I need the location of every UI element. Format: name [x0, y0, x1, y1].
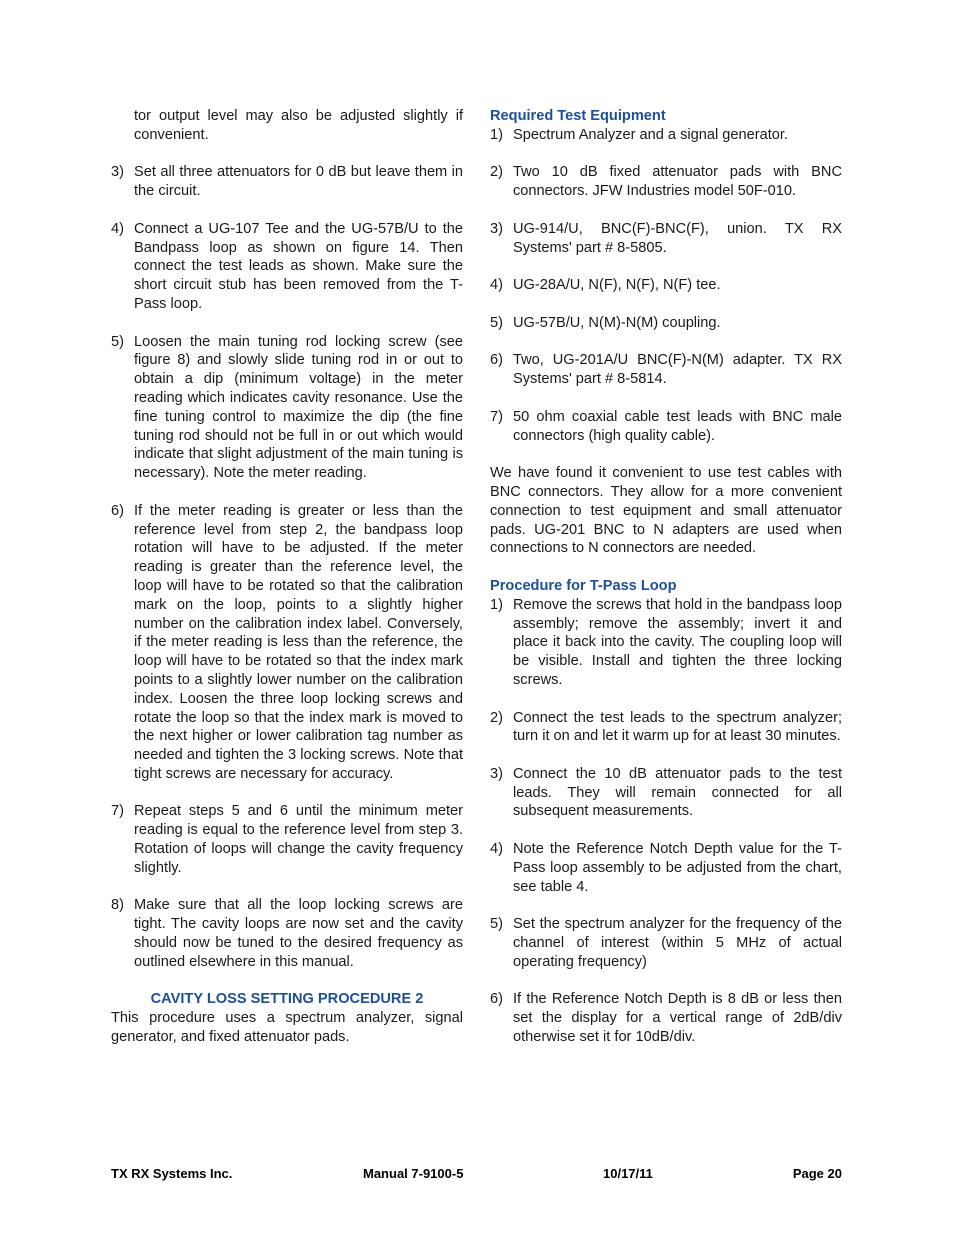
equipment-item — [490, 220, 842, 258]
step-5 — [111, 333, 463, 483]
item-text: UG-57B/U, N(M)-N(M) coupling. — [513, 314, 721, 331]
procedure-step — [490, 596, 842, 690]
footer-page-number: Page 20 — [792, 1166, 842, 1181]
step-text: Connect a UG-107 Tee and the UG-57B/U to the Bandpass loop as shown on figure 14. Then connect the test leads as shown. Make sure the short circuit stub has been removed from the T-Pass loop. — [134, 220, 463, 312]
right-column — [490, 107, 842, 1047]
step-number: 6) — [111, 502, 124, 519]
equipment-item — [490, 408, 842, 446]
step-text: If the meter reading is greater or less than the reference level from step 2, the bandpass loop rotation will have to be adjusted. If the meter reading is greater than the reference level, the loop will have to be rotated so that the calibration mark on the loop, points to a slightly higher number on the calibration index label. Conversely, if the meter reading is less than the reference, the loop will have to be rotated so that the index mark points to a slightly lower number on the calibration index. Loosen the three loop locking screws and rotate the loop so that the index mark is moved to the next higher or lower calibration tag number as needed and tighten the 3 locking screws. Note that tight screws are necessary for accuracy. — [134, 502, 463, 782]
footer-company: TX RX Systems Inc. — [111, 1166, 233, 1181]
step-text: Make sure that all the loop locking screws are tight. The cavity loops are now set and the cavity should now be tuned to the desired frequency as outlined elsewhere in this manual. — [134, 897, 463, 970]
item-number: 7) — [490, 408, 503, 425]
item-text: Two, UG-201A/U BNC(F)-N(M) adapter. TX RX Systems' part # 8-5814. — [513, 352, 842, 388]
item-number: 5) — [490, 314, 503, 331]
step-8 — [111, 896, 463, 971]
procedure-step — [490, 765, 842, 821]
procedure-heading: Procedure for T-Pass Loop — [490, 577, 677, 594]
item-number: 2) — [490, 164, 503, 181]
step-6 — [111, 502, 463, 784]
page-footer — [111, 1166, 842, 1184]
item-text: 50 ohm coaxial cable test leads with BNC male connectors (high quality cable). — [513, 408, 842, 444]
left-column — [111, 107, 463, 1047]
step-number: 8) — [111, 897, 124, 914]
step-number: 3) — [490, 765, 503, 782]
procedure-step — [490, 709, 842, 747]
equipment-heading: Required Test Equipment — [490, 108, 666, 124]
item-number: 4) — [490, 277, 503, 294]
item-number: 1) — [490, 126, 503, 143]
footer-manual: Manual 7-9100-5 — [363, 1166, 464, 1181]
section-intro: This procedure uses a spectrum analyzer, signal generator, and fixed attenuator pads. — [111, 1010, 463, 1046]
item-text: Two 10 dB fixed attenuator pads with BNC connectors. JFW Industries model 50F-010. — [513, 164, 842, 200]
step-number: 4) — [111, 220, 124, 237]
procedure-step — [490, 840, 842, 896]
item-text: UG-914/U, BNC(F)-BNC(F), union. TX RX Systems' part # 8-5805. — [513, 220, 842, 256]
step-number: 7) — [111, 803, 124, 820]
step-text: Connect the test leads to the spectrum analyzer; turn it on and let it warm up for at least 30 minutes. — [513, 709, 842, 745]
equipment-item — [490, 351, 842, 389]
step-text: Repeat steps 5 and 6 until the minimum meter reading is equal to the reference level from step 3. Rotation of loops will change the cavity frequency slightly. — [134, 803, 463, 876]
step-text: Connect the 10 dB attenuator pads to the test leads. They will remain connected for all subsequent measurements. — [513, 765, 842, 820]
step-text: Set all three attenuators for 0 dB but leave them in the circuit. — [134, 164, 463, 200]
equipment-item — [490, 314, 842, 333]
continued-paragraph: tor output level may also be adjusted slightly if convenient. — [134, 108, 463, 143]
step-text: Set the spectrum analyzer for the frequency of the channel of interest (within 5 MHz of actual operating frequency) — [513, 916, 842, 970]
step-7 — [111, 802, 463, 877]
step-number: 5) — [111, 333, 124, 350]
note-paragraph: We have found it convenient to use test cables with BNC connectors. They allow for a more convenient connection to test equipment and small attenuator pads. UG-201 BNC to N adapters are used when connections to N connectors are needed. — [490, 465, 842, 557]
equipment-item — [490, 163, 842, 201]
step-number: 1) — [490, 596, 503, 613]
step-number: 2) — [490, 709, 503, 726]
step-3 — [111, 163, 463, 201]
section-heading: CAVITY LOSS SETTING PROCEDURE 2 — [150, 991, 424, 1008]
step-number: 3) — [111, 164, 124, 181]
step-number: 6) — [490, 991, 503, 1008]
item-number: 3) — [490, 220, 503, 237]
equipment-item — [490, 276, 842, 295]
item-number: 6) — [490, 352, 503, 369]
step-text: If the Reference Notch Depth is 8 dB or less then set the display for a vertical range of 2dB/div otherwise set it for 10dB/div. — [513, 991, 842, 1046]
step-text: Remove the screws that hold in the bandpass loop assembly; remove the assembly; invert it and place it back into the cavity. The coupling loop will be visible. Install and tighten the three locking screws. — [513, 596, 842, 688]
item-text: Spectrum Analyzer and a signal generator. — [513, 126, 789, 143]
step-number: 5) — [490, 916, 503, 933]
footer-date: 10/17/11 — [603, 1166, 653, 1181]
step-text: Loosen the main tuning rod locking screw (see figure 8) and slowly slide tuning rod in or out to obtain a dip (minimum voltage) in the meter reading which indicates cavity resonance. Use the fine tuning control to maximize the dip (the fine tuning rod should not be full in or out which would indicate that slight adjustment of the main tuning is necessary). Note the meter reading. — [134, 333, 463, 482]
equipment-item — [490, 126, 842, 145]
step-text: Note the Reference Notch Depth value for the T-Pass loop assembly to be adjusted from the chart, see table 4. — [513, 841, 842, 895]
step-4 — [111, 220, 463, 314]
procedure-step — [490, 990, 842, 1046]
step-number: 4) — [490, 841, 503, 858]
procedure-step — [490, 915, 842, 971]
item-text: UG-28A/U, N(F), N(F), N(F) tee. — [513, 277, 721, 294]
